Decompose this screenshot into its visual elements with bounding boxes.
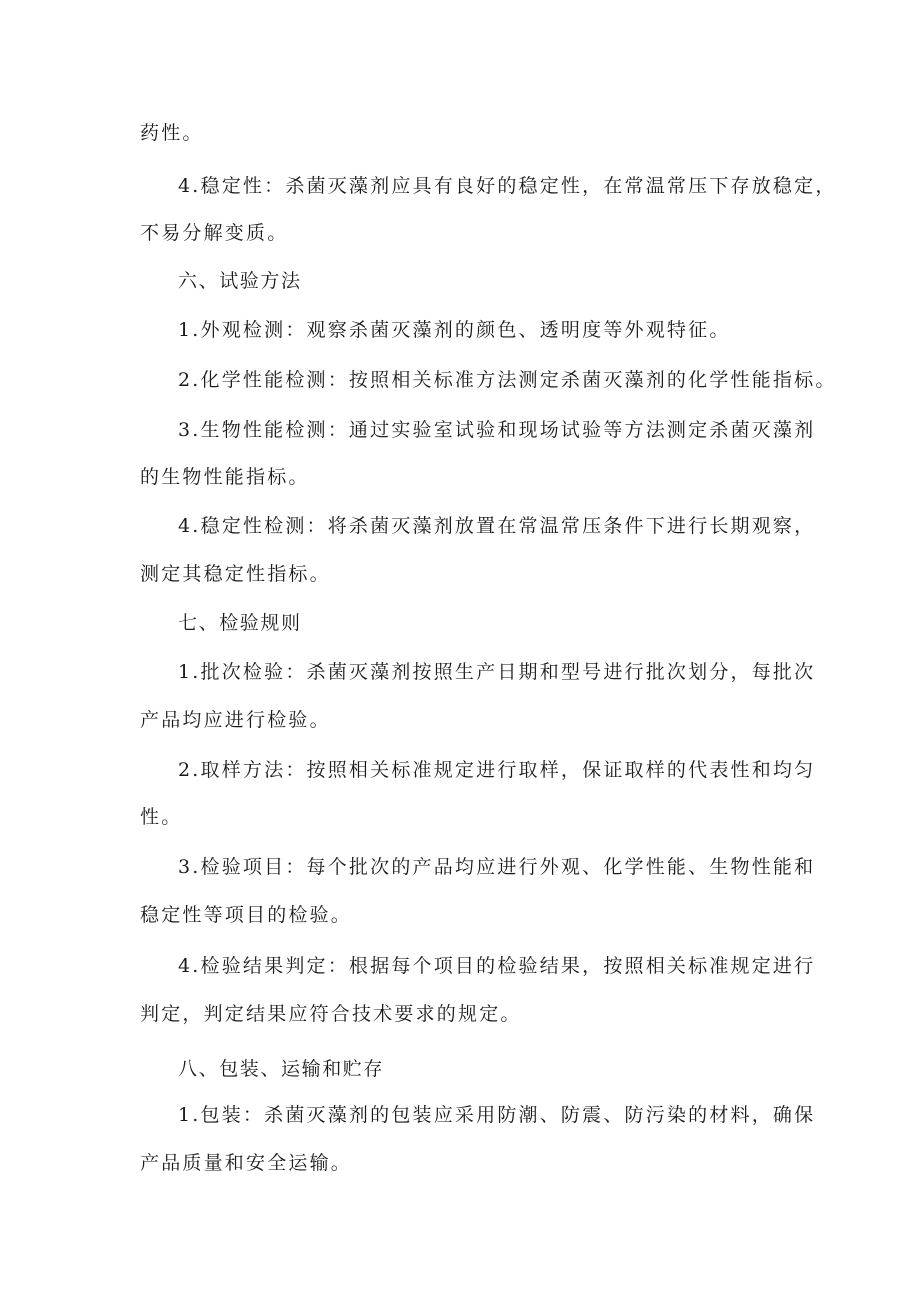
paragraph-line: 性。 [140,806,183,828]
paragraph-line: 4.检验结果判定：根据每个项目的检验结果，按照相关标准规定进行 [178,955,816,977]
paragraph-line: 产品均应进行检验。 [140,709,331,731]
paragraph-line: 稳定性等项目的检验。 [140,904,353,926]
section-heading: 八、包装、运输和贮存 [178,1058,385,1080]
paragraph-line: 1.批次检验：杀菌灭藻剂按照生产日期和型号进行批次划分，每批次 [178,661,816,683]
paragraph-line: 3.生物性能检测：通过实验室试验和现场试验等方法测定杀菌灭藻剂 [178,419,816,441]
section-heading: 七、检验规则 [178,612,302,634]
paragraph-line: 4.稳定性检测：将杀菌灭藻剂放置在常温常压条件下进行长期观察， [178,515,816,537]
paragraph-line: 测定其稳定性指标。 [140,563,331,585]
paragraph-line: 4.稳定性：杀菌灭藻剂应具有良好的稳定性，在常温常压下存放稳定， [178,175,837,197]
paragraph-line: 2.取样方法：按照相关标准规定进行取样，保证取样的代表性和均匀 [178,759,816,781]
section-heading: 六、试验方法 [178,270,302,292]
paragraph-line: 2.化学性能检测：按照相关标准方法测定杀菌灭藻剂的化学性能指标。 [178,369,837,391]
paragraph-line: 药性。 [140,122,204,144]
paragraph-line: 1.外观检测：观察杀菌灭藻剂的颜色、透明度等外观特征。 [178,319,731,341]
paragraph-line: 产品质量和安全运输。 [140,1152,353,1174]
paragraph-line: 的生物性能指标。 [140,466,310,488]
paragraph-line: 3.检验项目：每个批次的产品均应进行外观、化学性能、生物性能和 [178,856,816,878]
paragraph-line: 1.包装：杀菌灭藻剂的包装应采用防潮、防震、防污染的材料，确保 [178,1104,816,1126]
paragraph-line: 不易分解变质。 [140,222,289,244]
paragraph-line: 判定，判定结果应符合技术要求的规定。 [140,1003,522,1025]
